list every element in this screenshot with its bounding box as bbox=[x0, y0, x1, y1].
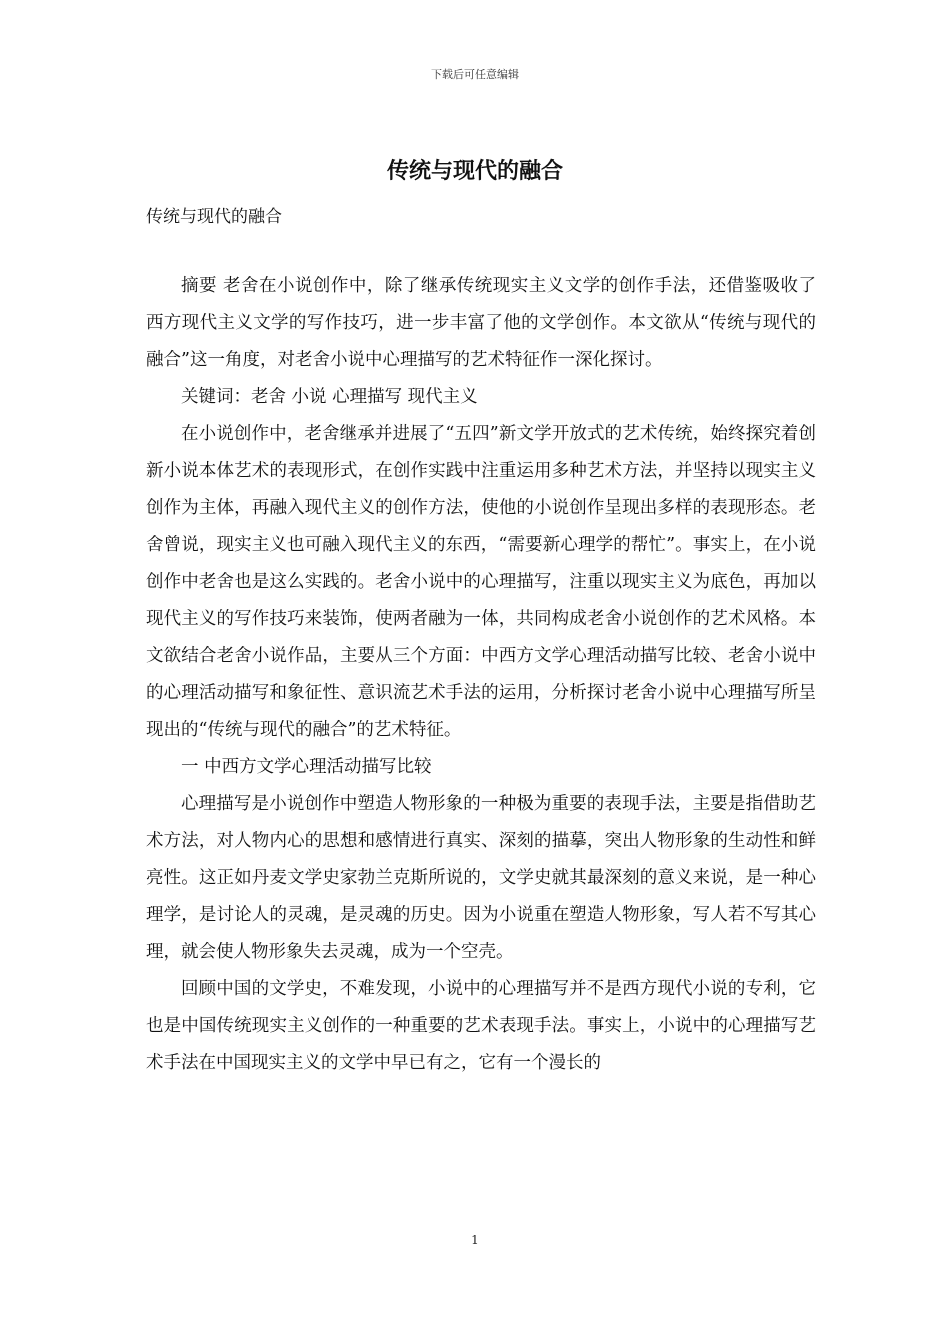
document-title: 传统与现代的融合 bbox=[386, 159, 563, 184]
abstract-paragraph: 摘要 老舍在小说创作中，除了继承传统现实主义文学的创作手法，还借鉴吸收了西方现代主义文学的写作技巧，进一步丰富了他的文学创作。本文欲从“传统与现代的融合”这一角度，对老舍小说中心理描写的艺术特征作一深化探讨。 bbox=[146, 276, 816, 370]
section-heading: 一 中西方文学心理活动描写比较 bbox=[181, 757, 432, 777]
body-paragraph: 回顾中国的文学史，不难发现，小说中的心理描写并不是西方现代小说的专利，它也是中国传统现实主义创作的一种重要的艺术表现手法。事实上，小说中的心理描写艺术手法在中国现实主义的文学中早已有之，它有一个漫长的 bbox=[146, 979, 816, 1073]
document-subtitle: 传统与现代的融合 bbox=[146, 207, 282, 227]
body-paragraph: 在小说创作中，老舍继承并进展了“五四”新文学开放式的艺术传统，始终探究着创新小说本体艺术的表现形式，在创作实践中注重运用多种艺术方法，并坚持以现实主义创作为主体，再融入现代主义的创作方法，使他的小说创作呈现出多样的表现形态。老舍曾说，现实主义也可融入现代主义的东西，“需要新心理学的帮忙”。事实上，在小说创作中老舍也是这么实践的。老舍小说中的心理描写，注重以现实主义为底色，再加以现代主义的写作技巧来装饰，使两者融为一体，共同构成老舍小说创作的艺术风格。本文欲结合老舍小说作品，主要从三个方面：中西方文学心理活动描写比较、老舍小说中的心理活动描写和象征性、意识流艺术手法的运用，分析探讨老舍小说中心理描写所呈现出的“传统与现代的融合”的艺术特征。 bbox=[146, 424, 816, 740]
page-number: 1 bbox=[471, 1233, 479, 1247]
document-body bbox=[146, 268, 816, 1082]
page-header-note: 下载后可任意编辑 bbox=[431, 68, 519, 81]
body-paragraph: 心理描写是小说创作中塑造人物形象的一种极为重要的表现手法，主要是指借助艺术方法，对人物内心的思想和感情进行真实、深刻的描摹，突出人物形象的生动性和鲜亮性。这正如丹麦文学史家勃兰克斯所说的，文学史就其最深刻的意义来说，是一种心理学，是讨论人的灵魂，是灵魂的历史。因为小说重在塑造人物形象，写人若不写其心理，就会使人物形象失去灵魂，成为一个空壳。 bbox=[146, 794, 816, 962]
keywords-line: 关键词：老舍 小说 心理描写 现代主义 bbox=[181, 387, 478, 407]
